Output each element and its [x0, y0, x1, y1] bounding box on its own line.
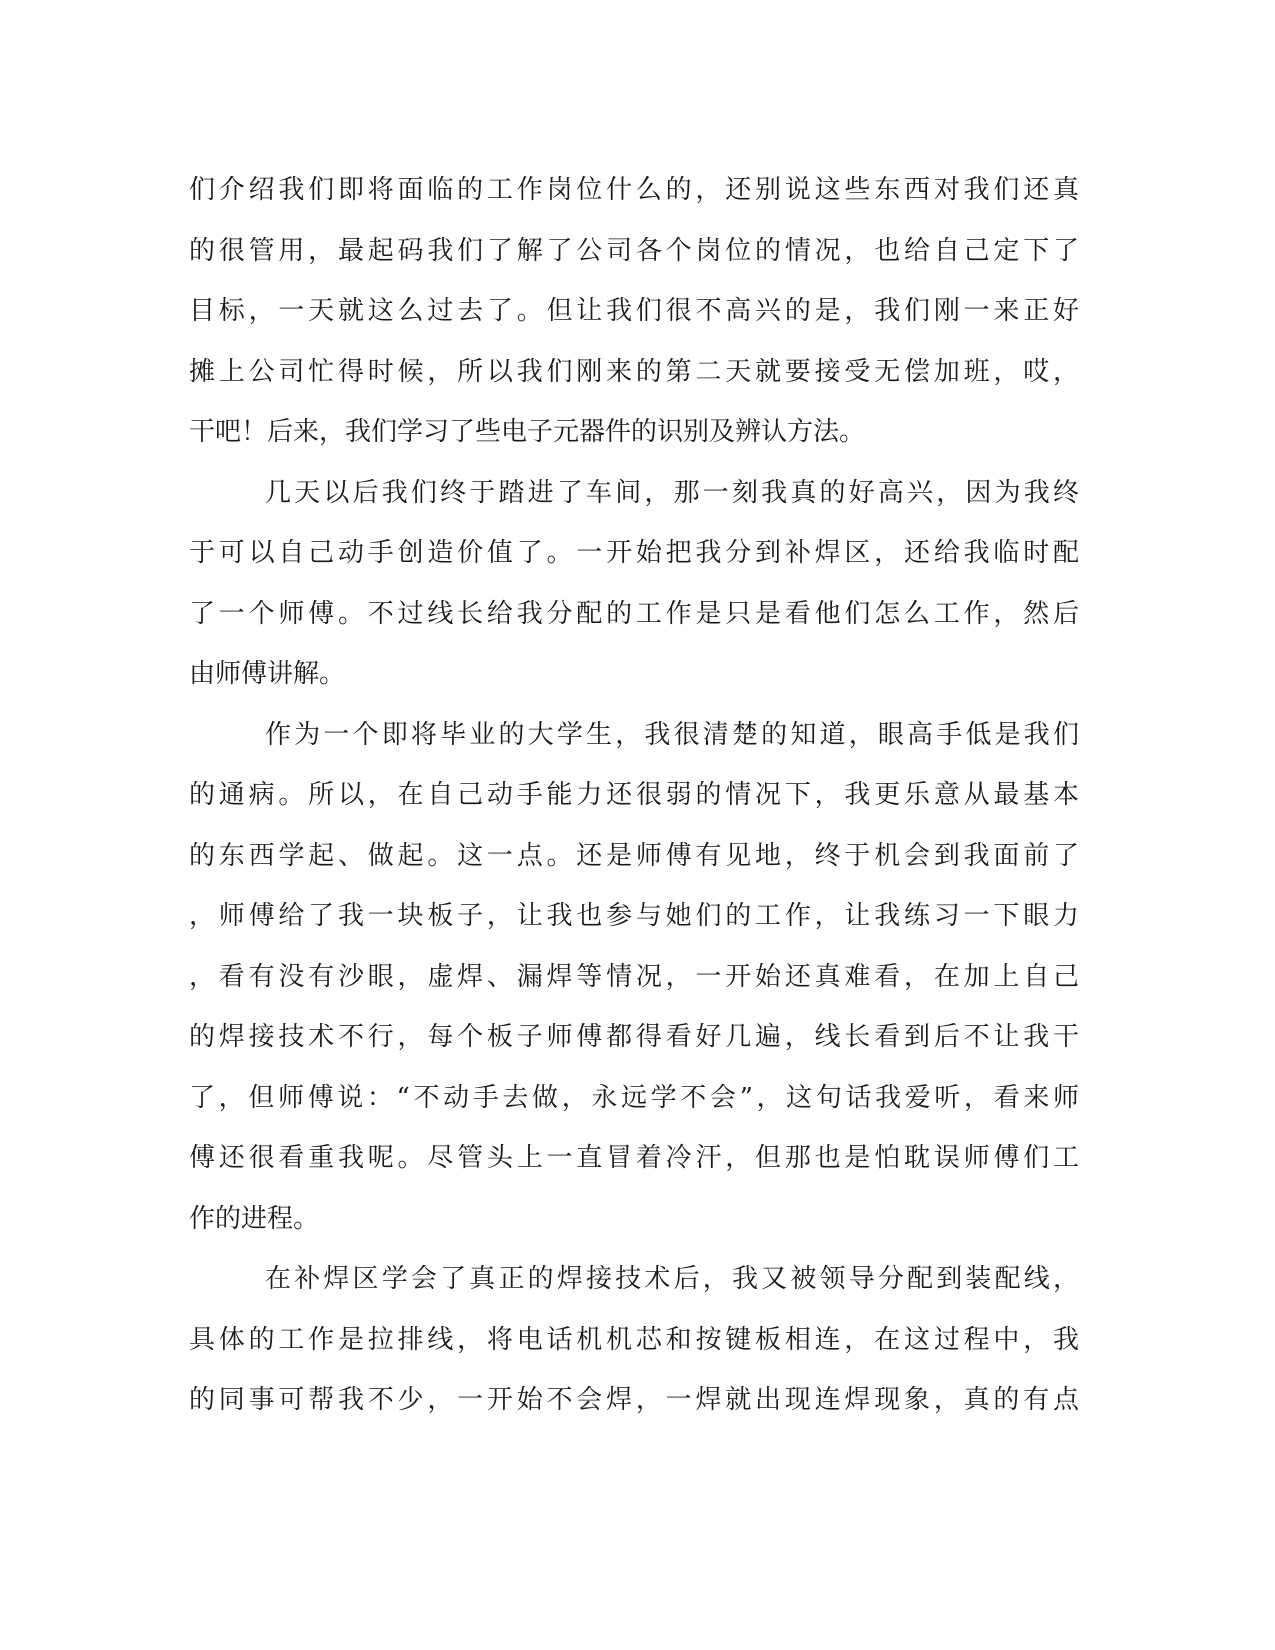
- text-line: 的焊接技术不行，每个板子师傅都得看好几遍，线长看到后不让我干: [189, 1022, 1079, 1052]
- text-line: 了一个师傅。不过线长给我分配的工作是只是看他们怎么工作，然后: [189, 598, 1079, 629]
- text-line: 具体的工作是拉排线，将电话机机芯和按键板相连，在这过程中，我: [189, 1324, 1079, 1355]
- text-line: 在补焊区学会了真正的焊接技术后，我又被领导分配到装配线，: [265, 1264, 1079, 1294]
- text-line: 的很管用，最起码我们了解了公司各个岗位的情况，也给自己定下了: [189, 235, 1079, 266]
- text-line: 傅还很看重我呢。尽管头上一直冒着冷汗，但那也是怕耽误师傅们工: [189, 1143, 1079, 1173]
- text-line: 的东西学起、做起。这一点。还是师傅有见地，终于机会到我面前了: [189, 840, 1079, 871]
- body-text: [189, 160, 1079, 1431]
- text-line: 摊上公司忙得时候，所以我们刚来的第二天就要接受无偿加班，哎，: [189, 356, 1079, 387]
- text-line: 干吧！后来，我们学习了些电子元器件的识别及辨认方法。: [189, 417, 866, 447]
- text-line: 的同事可帮我不少，一开始不会焊，一焊就出现连焊现象，真的有点: [189, 1385, 1079, 1415]
- text-line: 的通病。所以，在自己动手能力还很弱的情况下，我更乐意从最基本: [189, 780, 1079, 810]
- text-line: 几天以后我们终于踏进了车间，那一刻我真的好高兴，因为我终: [265, 477, 1079, 508]
- text-line: ，师傅给了我一块板子，让我也参与她们的工作，让我练习一下眼力: [189, 901, 1079, 931]
- text-line: 于可以自己动手创造价值了。一开始把我分到补焊区，还给我临时配: [189, 538, 1079, 568]
- text-line: ，看有没有沙眼，虚焊、漏焊等情况，一开始还真难看，在加上自己: [189, 961, 1079, 992]
- text-line: 们介绍我们即将面临的工作岗位什么的，还别说这些东西对我们还真: [189, 175, 1079, 205]
- text-line: 作为一个即将毕业的大学生，我很清楚的知道，眼高手低是我们: [265, 719, 1079, 750]
- text-line: 作的进程。: [189, 1203, 320, 1234]
- text-line: 目标，一天就这么过去了。但让我们很不高兴的是，我们刚一来正好: [189, 296, 1079, 326]
- text-line: 了，但师傅说：“不动手去做，永远学不会”，这句话我爱听，看来师: [189, 1082, 1079, 1113]
- text-line: 由师傅讲解。: [189, 659, 346, 689]
